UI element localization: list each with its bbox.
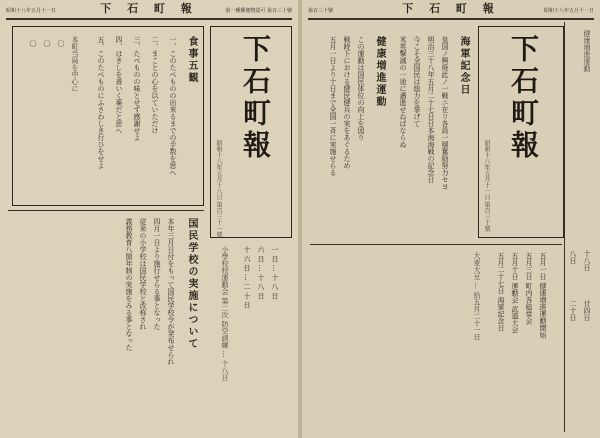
notice-line-4: 義務教育八箇年制の実施をみる事となった	[125, 218, 133, 351]
pledge-header: 本町当局を中心に	[71, 36, 79, 92]
right-divider	[310, 244, 562, 245]
contemplation-2: 二、まことの心を以ていただけ	[151, 36, 159, 134]
event-3: 五月十日 運動会 武道大会	[511, 252, 519, 334]
health-line-3: 五月一日より十日まで全国一斉に実施せらる	[329, 36, 337, 176]
health-heading: 健康増進運動	[374, 36, 385, 108]
left-header-title: 下 石 町 報	[100, 2, 198, 15]
right-header-number: 第百三十號	[308, 8, 334, 14]
side-date-2: 十八日	[583, 250, 591, 271]
event-2: 五月三日 町内各組常会	[525, 252, 533, 325]
side-heading: 健康増進運動	[583, 30, 591, 72]
left-divider	[8, 210, 204, 211]
event-4: 五月二十七日 海軍記念日	[497, 252, 505, 332]
side-date-4: 廿四日	[583, 300, 591, 321]
right-header-date: 昭和十八年五月十一日	[543, 8, 594, 14]
notice-line-1: 本年三月日付をもって国民学校令が発布せられ	[167, 218, 175, 365]
pledge-1: 〇	[57, 40, 65, 47]
contemplation-5: 五、このたべものにふさわしき行ひをせよ	[97, 36, 105, 169]
event-1: 五月一日 健康増進運動開始	[539, 252, 547, 339]
schedule-line-1: 一 日 … 十 八 日	[271, 246, 279, 300]
right-page-header	[308, 4, 594, 20]
health-line-2: 戦時下における健民健兵の実をあぐるため	[343, 36, 351, 169]
pledge-2: 〇	[43, 40, 51, 47]
left-page-header	[6, 4, 292, 20]
column-title: 食事五観	[186, 36, 197, 84]
contemplation-1: 一、このたべものの出来るまでの手数を思へ	[169, 36, 177, 176]
notice-line-2: 四月一日より施行せらる事となった	[153, 218, 161, 330]
left-page	[0, 0, 298, 438]
left-header-date: 昭和十八年五月十一日	[6, 8, 57, 14]
right-masthead: 下石町報	[507, 34, 540, 162]
memorial-line-2: 明治三十八年五月二十七日日本海海戦の記念日	[427, 36, 435, 183]
right-page	[302, 0, 600, 438]
health-line-1: この運動は国民体位の向上を図り	[357, 36, 365, 141]
right-header-title: 下 石 町 報	[402, 2, 500, 15]
notice-heading: 国民学校の実施について	[186, 218, 197, 350]
schedule-note: 小學校校運動会 第二次 防空訓練 … 十八日	[221, 246, 229, 381]
contemplation-4: 四、はきしを善いく薬だと思へ	[115, 36, 123, 134]
left-header-permit: 第一種郵便物認可 第百三十號	[225, 8, 292, 14]
memorial-line-1: 皇国ノ興廃此ノ一戦ニ在リ各員一層奮励努力セヨ	[441, 36, 449, 190]
contemplation-3: 三、たべものの味とせず感謝せよ	[133, 36, 141, 141]
right-issue-info: 昭和十八年五月十一日 第百三十號	[483, 140, 490, 232]
footer-note: 大麦大豆 … 拾五月二十一日	[473, 252, 481, 341]
schedule-line-2: 六 日 … 十 八 日	[257, 246, 265, 300]
side-date-1: 八日	[569, 250, 577, 264]
memorial-line-4: 米英撃滅の一途に邁進せねばならぬ	[399, 36, 407, 148]
pledge-3: 〇	[29, 40, 37, 47]
side-date-3: 二十日	[569, 300, 577, 321]
left-issue-info: 昭和十八年五月十八日 第百三十一號	[215, 140, 222, 238]
memorial-heading: 海軍記念日	[458, 36, 469, 96]
left-masthead: 下石町報	[239, 34, 272, 162]
right-side-rule	[564, 22, 565, 432]
schedule-line-3: 十 六 日 … 二 十 日	[243, 246, 251, 309]
notice-line-3: 従来の小学校は国民学校と改称され	[139, 218, 147, 330]
memorial-line-3: 今こそ全国民は総力を挙げて	[413, 36, 421, 127]
